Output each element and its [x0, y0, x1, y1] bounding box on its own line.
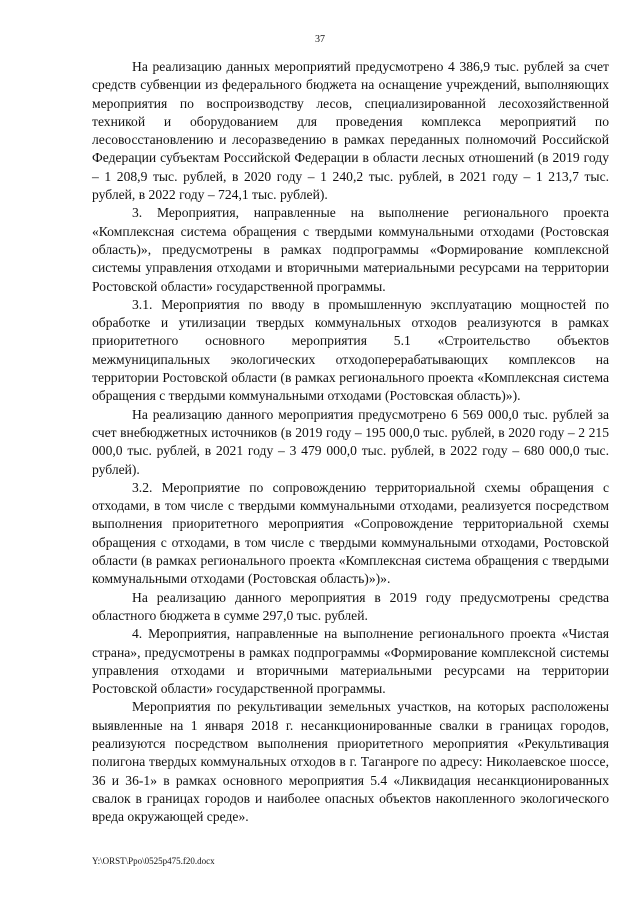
paragraph-recultivation: Мероприятия по рекультивации земельных участков, на которых расположены выявленные на 1 января 2018 г. несанкционированные свалки в границах городов, реализуются посредством выполнения приоритетного мероприятия «Рекультивация полигона твердых коммунальных отходов в г. Таганроге по адресу: Николаевское шоссе, 36 и 36-1» в рамках основного мероприятия 5.4 «Ликвидация несанкционированных свалок в границах городов и наиболее опасных объектов накопленного экологического вреда окружающей среде».: [92, 699, 609, 825]
paragraph-funding-forestry: На реализацию данных мероприятий предусмотрено 4 386,9 тыс. рублей за счет средств субвенции из федерального бюджета на оснащение учреждений, выполняющих мероприятия по воспроизводству лесов, специализированной лесохозяйственной техникой и оборудованием для проведения комплекса мероприятий по лесовосстановлению и лесоразведению в рамках переданных полномочий Российской Федерации субъектам Российской Федерации в области лесных отношений (в 2019 году – 1 208,9 тыс. рублей, в 2020 году – 1 240,2 тыс. рублей, в 2021 году – 1 213,7 тыс. рублей, в 2022 году – 724,1 тыс. рублей).: [92, 59, 609, 203]
document-body: [92, 58, 609, 826]
paragraph-funding-3-1: На реализацию данного мероприятия предусмотрено 6 569 000,0 тыс. рублей за счет внебюджетных источников (в 2019 году – 195 000,0 тыс. рублей, в 2020 году – 2 215 000,0 тыс. рублей, в 2021 году – 3 479 000,0 тыс. рублей, в 2022 году – 680 000,0 тыс. рублей).: [92, 406, 609, 477]
footer-file-path: Y:\ORST\Ppo\0525p475.f20.docx: [92, 856, 215, 866]
paragraph-item-4: 4. Мероприятия, направленные на выполнение регионального проекта «Чистая страна», предусмотрены в рамках подпрограммы «Формирование комплексной системы управления отходами и вторичными материальными ресурсами на территории Ростовской области» государственной программы.: [92, 626, 609, 697]
paragraph-funding-3-2: На реализацию данного мероприятия в 2019 году предусмотрены средства областного бюджета в сумме 297,0 тыс. рублей.: [92, 589, 609, 623]
page-number: 37: [315, 34, 325, 45]
paragraph-item-3-1: 3.1. Мероприятия по вводу в промышленную эксплуатацию мощностей по обработке и утилизации твердых коммунальных отходов реализуются в рамках приоритетного основного мероприятия 5.1 «Строительство объектов межмуниципальных экологических отходоперерабатывающих комплексов на территории Ростовской области (в рамках регионального проекта «Комплексная система обращения с твердыми коммунальными отходами (Ростовская область)»).: [92, 296, 609, 404]
paragraph-item-3: 3. Мероприятия, направленные на выполнение регионального проекта «Комплексная система обращения с твердыми коммунальными отходами (Ростовская область)», предусмотрены в рамках подпрограммы «Формирование комплексной системы управления отходами и вторичными материальными ресурсами на территории Ростовской области» государственной программы.: [92, 205, 609, 294]
paragraph-item-3-2: 3.2. Мероприятие по сопровождению территориальной схемы обращения с отходами, в том числе с твердыми коммунальными отходами, реализуется посредством выполнения приоритетного мероприятия «Сопровождение территориальной схемы обращения с отходами, в том числе с твердыми коммунальными отходами, Ростовской области (в рамках регионального проекта «Комплексная система обращения с твердыми коммунальными отходами (Ростовская область)»)».: [92, 479, 609, 587]
